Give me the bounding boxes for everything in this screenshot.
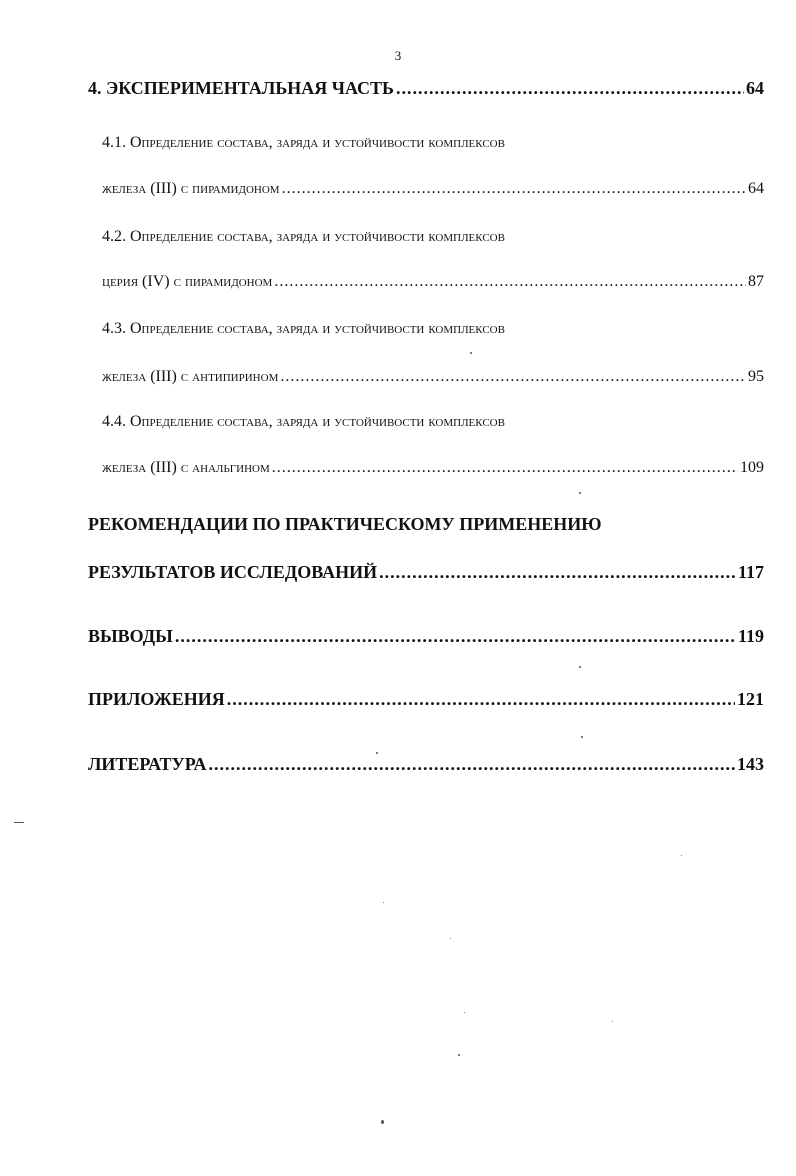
page-number: 3 <box>394 48 402 63</box>
toc-page: 87 <box>748 273 764 290</box>
scan-speck <box>14 822 24 823</box>
toc-label: ПРИЛОЖЕНИЯ <box>88 689 225 709</box>
toc-entry-recommendations <box>88 562 764 583</box>
toc-entry-4-1-line1: 4.1. Определение состава, заряда и устойчивости комплексов <box>102 134 505 151</box>
toc-label: ЛИТЕРАТУРА <box>88 754 207 774</box>
toc-entry-conclusions <box>88 626 764 647</box>
toc-leader <box>274 273 746 291</box>
toc-leader <box>379 562 736 583</box>
toc-label: железа (III) с антипирином <box>102 368 279 385</box>
toc-entry-4-1 <box>102 180 764 198</box>
toc-leader <box>272 459 738 477</box>
toc-page: 119 <box>737 626 764 646</box>
scan-speck <box>581 736 583 738</box>
scan-speck <box>612 1021 613 1022</box>
toc-label: ВЫВОДЫ <box>88 626 173 646</box>
toc-entry-4-3-line1: 4.3. Определение состава, заряда и устойчивости комплексов <box>102 320 505 337</box>
toc-entry-recommendations-line1: РЕКОМЕНДАЦИИ ПО ПРАКТИЧЕСКОМУ ПРИМЕНЕНИЮ <box>88 514 602 534</box>
scan-speck <box>450 938 451 939</box>
scan-speck <box>383 902 384 903</box>
toc-entry-literature <box>88 754 764 775</box>
scan-speck <box>376 752 378 754</box>
toc-label: церия (IV) с пирамидоном <box>102 273 273 290</box>
toc-entry-4-2-line1: 4.2. Определение состава, заряда и устойчивости комплексов <box>102 228 505 245</box>
toc-leader <box>282 180 746 198</box>
toc-leader <box>396 78 744 99</box>
toc-label: железа (III) с пирамидоном <box>102 180 280 197</box>
toc-label: железа (III) с анальгином <box>102 459 270 476</box>
scan-speck <box>579 666 581 668</box>
toc-entry-4-4-line1: 4.4. Определение состава, заряда и устойчивости комплексов <box>102 413 505 430</box>
toc-leader <box>208 754 735 775</box>
toc-leader <box>175 626 736 647</box>
toc-page: 95 <box>748 368 764 385</box>
toc-page: 121 <box>737 689 764 709</box>
toc-label: РЕЗУЛЬТАТОВ ИССЛЕДОВАНИЙ <box>88 562 378 582</box>
toc-page: 64 <box>748 180 764 197</box>
scan-speck <box>464 1012 465 1013</box>
toc-entry-4-2 <box>102 273 764 291</box>
toc-entry-4-3 <box>102 368 764 386</box>
scan-speck <box>681 855 682 856</box>
toc-leader <box>280 368 746 386</box>
toc-leader <box>227 689 735 710</box>
scan-speck <box>470 352 472 354</box>
scan-speck <box>579 492 581 494</box>
toc-label: 4. ЭКСПЕРИМЕНТАЛЬНАЯ ЧАСТЬ <box>88 78 394 98</box>
toc-page: 109 <box>740 459 764 476</box>
toc-entry-appendices <box>88 689 764 710</box>
scan-speck <box>381 1120 384 1124</box>
toc-entry-4-4 <box>102 459 764 477</box>
toc-page: 117 <box>737 562 764 582</box>
scan-speck <box>458 1054 460 1056</box>
toc-page: 143 <box>737 754 764 774</box>
toc-page: 64 <box>746 78 764 98</box>
toc-entry-section-4 <box>88 78 764 99</box>
